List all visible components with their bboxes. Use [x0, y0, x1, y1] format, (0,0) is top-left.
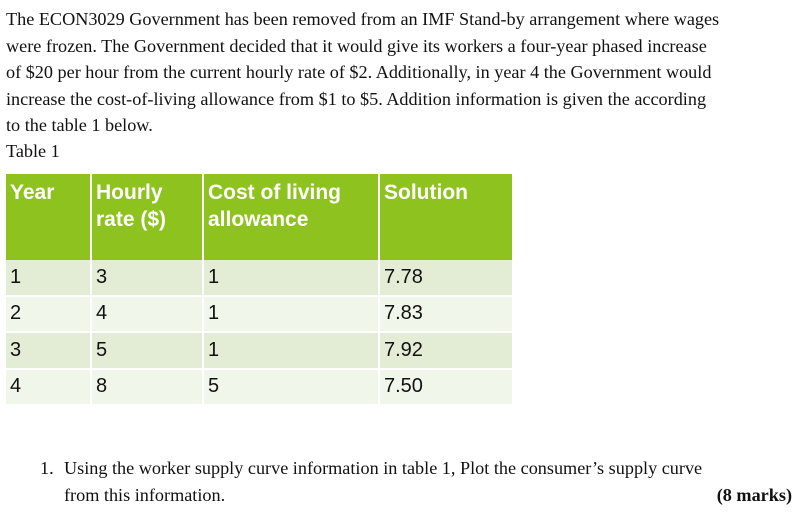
- statement-line-1: The ECON3029 Government has been removed from an IMF Stand-by arrangement where wages: [6, 9, 720, 29]
- question-number: 1.: [40, 458, 54, 478]
- table-caption: Table 1: [6, 141, 60, 161]
- cell-cost-of-living: 1: [204, 333, 380, 370]
- statement-line-3: of $20 per hour from the current hourly rate of $2. Additionally, in year 4 the Government would: [6, 62, 712, 83]
- cell-hourly-rate: 8: [92, 370, 204, 407]
- table-row: [6, 370, 512, 407]
- statement-line-5: to the table 1 below.: [6, 115, 153, 136]
- header-year: Year: [6, 174, 92, 260]
- header-solution: Solution: [380, 174, 512, 260]
- header-hourly-rate: Hourly rate ($): [92, 174, 204, 260]
- cell-cost-of-living: 1: [204, 260, 380, 297]
- cell-year: 3: [6, 333, 92, 370]
- cell-cost-of-living: 5: [204, 370, 380, 407]
- cell-solution: 7.92: [380, 333, 512, 370]
- table-row: [6, 297, 512, 334]
- question-line-1: Using the worker supply curve information in table 1, Plot the consumer’s supply curve: [64, 458, 703, 478]
- wage-table: [6, 174, 512, 406]
- cell-solution: 7.50: [380, 370, 512, 407]
- cell-year: 4: [6, 370, 92, 407]
- question-1: [40, 455, 792, 508]
- cell-hourly-rate: 5: [92, 333, 204, 370]
- question-line-2-row: [64, 482, 792, 509]
- cell-year: 1: [6, 260, 92, 297]
- cell-hourly-rate: 3: [92, 260, 204, 297]
- statement-line-4: increase the cost-of-living allowance from $1 to $5. Addition information is given the according: [6, 88, 707, 109]
- header-cost-of-living: Cost of living allowance: [204, 174, 380, 260]
- question-marks: (8 marks): [716, 484, 792, 505]
- table-row: [6, 260, 512, 297]
- table-header-row: [6, 174, 512, 260]
- cell-solution: 7.78: [380, 260, 512, 297]
- question-line-2: from this information.: [64, 484, 226, 505]
- cell-solution: 7.83: [380, 297, 512, 334]
- cell-cost-of-living: 1: [204, 297, 380, 334]
- cell-year: 2: [6, 297, 92, 334]
- statement-line-2: were frozen. The Government decided that it would give its workers a four-year phased increase: [6, 35, 707, 56]
- table-row: [6, 333, 512, 370]
- cell-hourly-rate: 4: [92, 297, 204, 334]
- problem-statement: [6, 6, 806, 139]
